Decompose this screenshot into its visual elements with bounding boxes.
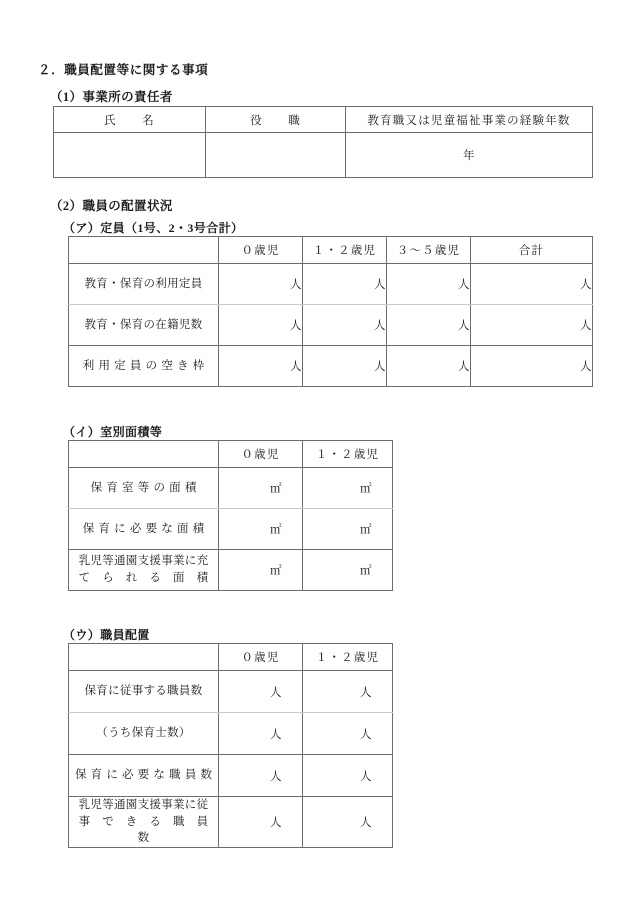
- infant-support-staff-age0-cell[interactable]: 人: [219, 797, 303, 848]
- row-label-childcare-staff-count: 保育に従事する職員数: [69, 671, 219, 713]
- row-label-certified-nursery-teachers: （うち保育士数）: [69, 713, 219, 755]
- row-label-infant-support-staff: [69, 797, 219, 848]
- row-label-vacancy: 利用定員の空き枠: [69, 346, 219, 387]
- table-row: [69, 797, 393, 848]
- table-row: [69, 346, 593, 387]
- item-heading-capacity: （ア）定員（1号、2・3号合計）: [63, 221, 244, 235]
- row-label-enrollment-capacity: 教育・保育の利用定員: [69, 264, 219, 305]
- column-header-experience-years: 教育職又は児童福祉事業の経験年数: [346, 107, 593, 133]
- vacancy-total-cell[interactable]: 人: [471, 346, 593, 387]
- table-row: [69, 755, 393, 797]
- certified-nursery-teachers-age1-2-cell[interactable]: 人: [303, 713, 393, 755]
- column-header-blank: [69, 237, 219, 264]
- childcare-staff-age1-2-cell[interactable]: 人: [303, 671, 393, 713]
- table-row: [69, 264, 593, 305]
- staff-placement-table: [68, 643, 393, 848]
- infant-support-area-age0-cell[interactable]: ㎡: [219, 550, 303, 591]
- row-label-nursery-room-area: 保育室等の面積: [69, 468, 219, 509]
- table-row: [69, 305, 593, 346]
- column-header-blank: [69, 441, 219, 468]
- certified-nursery-teachers-age0-cell[interactable]: 人: [219, 713, 303, 755]
- item-heading-staff-placement: （ウ）職員配置: [63, 628, 150, 642]
- enrolled-age0-cell[interactable]: 人: [219, 305, 303, 346]
- table-row: [69, 550, 393, 591]
- enrolled-total-cell[interactable]: 人: [471, 305, 593, 346]
- vacancy-age1-2-cell[interactable]: 人: [303, 346, 387, 387]
- table-header-row: [69, 237, 593, 264]
- subsection-heading-staffing-status: （2）職員の配置状況: [50, 199, 173, 213]
- vacancy-age3-5-cell[interactable]: 人: [387, 346, 471, 387]
- required-area-age1-2-cell[interactable]: ㎡: [303, 509, 393, 550]
- capacity-age0-cell[interactable]: 人: [219, 264, 303, 305]
- table-row: [69, 713, 393, 755]
- name-input-cell[interactable]: [54, 133, 206, 178]
- column-header-age0: ０歳児: [219, 441, 303, 468]
- position-input-cell[interactable]: [206, 133, 346, 178]
- subsection-heading-responsible-person: （1）事業所の責任者: [50, 90, 173, 104]
- row-label-required-area: 保育に必要な面積: [69, 509, 219, 550]
- column-header-age1-2: １・２歳児: [303, 441, 393, 468]
- room-area-table: [68, 440, 393, 591]
- page-title: ２．職員配置等に関する事項: [38, 63, 209, 77]
- capacity-table: [68, 236, 593, 387]
- capacity-age3-5-cell[interactable]: 人: [387, 264, 471, 305]
- column-header-age1-2: １・２歳児: [303, 237, 387, 264]
- row-label-line1: 乳児等通園支援事業に従: [78, 799, 209, 811]
- nursery-room-area-age0-cell[interactable]: ㎡: [219, 468, 303, 509]
- column-header-age0: ０歳児: [219, 237, 303, 264]
- table-row: [69, 671, 393, 713]
- row-label-infant-support-area: [69, 550, 219, 591]
- required-staff-age0-cell[interactable]: 人: [219, 755, 303, 797]
- experience-years-input-cell[interactable]: 年: [346, 133, 593, 178]
- enrolled-age3-5-cell[interactable]: 人: [387, 305, 471, 346]
- row-label-line2: 事 で き る 職 員 数: [78, 815, 221, 845]
- column-header-age0: ０歳児: [219, 644, 303, 671]
- row-label-enrolled-children: 教育・保育の在籍児数: [69, 305, 219, 346]
- childcare-staff-age0-cell[interactable]: 人: [219, 671, 303, 713]
- table-row: [69, 468, 393, 509]
- column-header-name: 氏 名: [54, 107, 206, 133]
- item-heading-room-area: （イ）室別面積等: [63, 425, 163, 439]
- infant-support-area-age1-2-cell[interactable]: ㎡: [303, 550, 393, 591]
- column-header-position: 役 職: [206, 107, 346, 133]
- row-label-line1: 乳児等通園支援事業に充: [78, 555, 209, 568]
- vacancy-age0-cell[interactable]: 人: [219, 346, 303, 387]
- enrolled-age1-2-cell[interactable]: 人: [303, 305, 387, 346]
- capacity-total-cell[interactable]: 人: [471, 264, 593, 305]
- table-header-row: [69, 441, 393, 468]
- row-label-required-staff-count: 保育に必要な職員数: [69, 755, 219, 797]
- row-label-line2: て ら れ る 面 積: [78, 572, 209, 584]
- required-staff-age1-2-cell[interactable]: 人: [303, 755, 393, 797]
- column-header-blank: [69, 644, 219, 671]
- infant-support-staff-age1-2-cell[interactable]: 人: [303, 797, 393, 848]
- table-header-row: [69, 644, 393, 671]
- responsible-person-table: [53, 106, 593, 178]
- table-header-row: [54, 107, 593, 133]
- required-area-age0-cell[interactable]: ㎡: [219, 509, 303, 550]
- table-row: [54, 133, 593, 178]
- nursery-room-area-age1-2-cell[interactable]: ㎡: [303, 468, 393, 509]
- column-header-age3-5: ３〜５歳児: [387, 237, 471, 264]
- capacity-age1-2-cell[interactable]: 人: [303, 264, 387, 305]
- column-header-total: 合計: [471, 237, 593, 264]
- column-header-age1-2: １・２歳児: [303, 644, 393, 671]
- table-row: [69, 509, 393, 550]
